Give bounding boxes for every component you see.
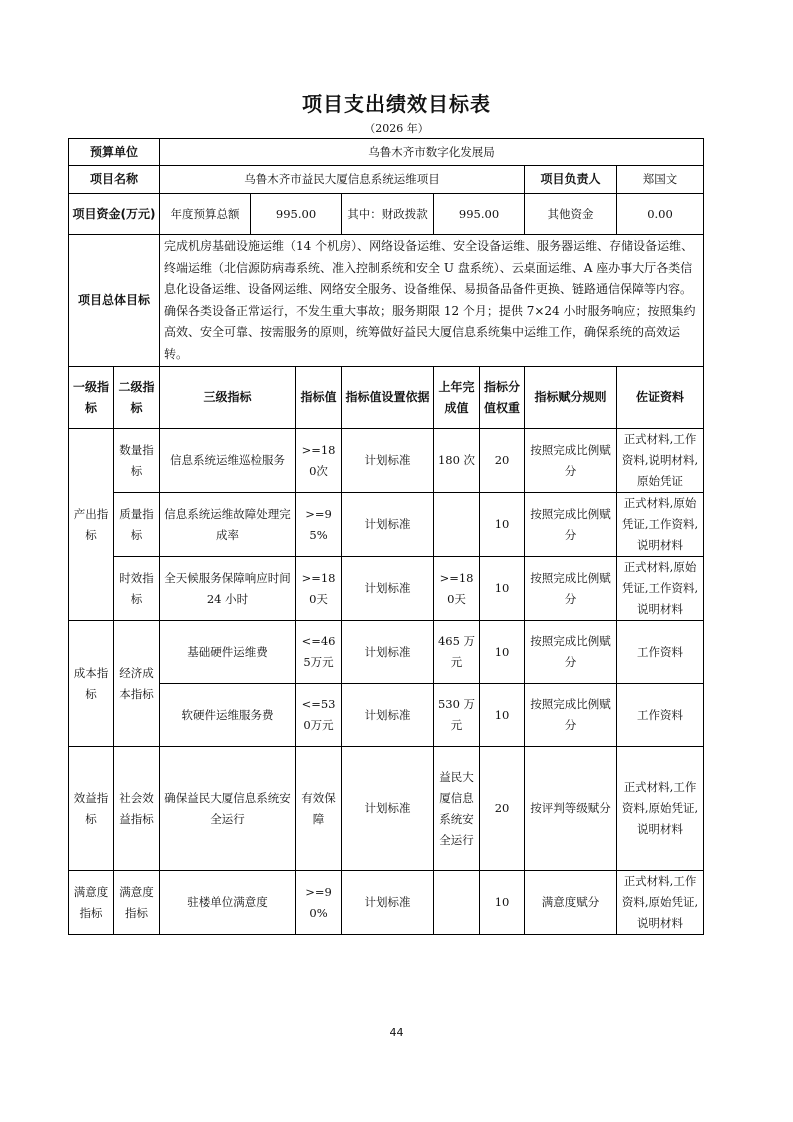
scoring-rule: 按照完成比例赋分	[525, 429, 617, 493]
level3-indicator: 确保益民大厦信息系统安全运行	[160, 747, 296, 871]
indicator-weight: 10	[480, 493, 525, 557]
indicator-weight: 10	[480, 871, 525, 935]
indicator-row	[69, 493, 704, 557]
evidence-materials: 正式材料,工作资料,原始凭证,说明材料	[617, 871, 704, 935]
indicator-row	[69, 557, 704, 621]
level3-indicator: 信息系统运维巡检服务	[160, 429, 296, 493]
indicator-weight: 10	[480, 557, 525, 621]
level2-indicator: 经济成本指标	[114, 621, 160, 747]
header-rule: 指标赋分规则	[525, 367, 617, 429]
indicator-row	[69, 621, 704, 684]
budget-unit-label: 预算单位	[69, 139, 160, 166]
indicator-value: >=95%	[296, 493, 342, 557]
indicator-row	[69, 871, 704, 935]
indicator-value: 有效保障	[296, 747, 342, 871]
last-year-value: 465 万元	[434, 621, 480, 684]
indicator-basis: 计划标准	[342, 557, 434, 621]
header-level3: 三级指标	[160, 367, 296, 429]
indicator-basis: 计划标准	[342, 871, 434, 935]
level1-indicator: 效益指标	[69, 747, 114, 871]
other-funds-label: 其他资金	[525, 194, 617, 235]
indicator-value: <=465万元	[296, 621, 342, 684]
level2-indicator: 质量指标	[114, 493, 160, 557]
indicator-weight: 10	[480, 684, 525, 747]
indicator-row	[69, 429, 704, 493]
level3-indicator: 驻楼单位满意度	[160, 871, 296, 935]
indicator-basis: 计划标准	[342, 493, 434, 557]
project-name-value: 乌鲁木齐市益民大厦信息系统运维项目	[160, 166, 525, 194]
indicator-basis: 计划标准	[342, 429, 434, 493]
indicator-row	[69, 684, 704, 747]
scoring-rule: 按照完成比例赋分	[525, 557, 617, 621]
header-row	[69, 367, 704, 429]
project-owner-label: 项目负责人	[525, 166, 617, 194]
fiscal-funds-value: 995.00	[434, 194, 525, 235]
last-year-value	[434, 493, 480, 557]
funds-label: 项目资金(万元)	[69, 194, 160, 235]
last-year-value: 180 次	[434, 429, 480, 493]
indicator-weight: 10	[480, 621, 525, 684]
indicator-value: >=180次	[296, 429, 342, 493]
fiscal-funds-label: 其中：财政拨款	[342, 194, 434, 235]
level2-indicator: 满意度指标	[114, 871, 160, 935]
evidence-materials: 工作资料	[617, 621, 704, 684]
year-label: （2026 年）	[364, 122, 429, 135]
last-year-value: >=180天	[434, 557, 480, 621]
level2-indicator: 社会效益指标	[114, 747, 160, 871]
header-level1: 一级指标	[69, 367, 114, 429]
level1-indicator: 成本指标	[69, 621, 114, 747]
level2-indicator: 时效指标	[114, 557, 160, 621]
funds-row	[69, 194, 704, 235]
evidence-materials: 正式材料,工作资料,说明材料,原始凭证	[617, 429, 704, 493]
scoring-rule: 按评判等级赋分	[525, 747, 617, 871]
level3-indicator: 信息系统运维故障处理完成率	[160, 493, 296, 557]
last-year-value: 益民大厦信息系统安全运行	[434, 747, 480, 871]
header-basis: 指标值设置依据	[342, 367, 434, 429]
level2-indicator: 数量指标	[114, 429, 160, 493]
header-last-year: 上年完成值	[434, 367, 480, 429]
page-number: 44	[389, 1026, 404, 1039]
last-year-value: 530 万元	[434, 684, 480, 747]
scoring-rule: 满意度赋分	[525, 871, 617, 935]
page-title: 项目支出绩效目标表	[302, 92, 491, 116]
evidence-materials: 正式材料,原始凭证,工作资料,说明材料	[617, 493, 704, 557]
level3-indicator: 软硬件运维服务费	[160, 684, 296, 747]
evidence-materials: 正式材料,原始凭证,工作资料,说明材料	[617, 557, 704, 621]
indicator-basis: 计划标准	[342, 684, 434, 747]
project-name-label: 项目名称	[69, 166, 160, 194]
goal-text: 完成机房基础设施运维（14 个机房）、网络设备运维、安全设备运维、服务器运维、存储设备运维、终端运维（北信源防病毒系统、准入控制系统和安全 U 盘系统）、云桌面运维、A 座办事大厅各类信息化设备运维、设备网运维、网络安全服务、设备维保、易损备品备件更换、链路通信保障等内容。确保各类设备正常运行，不发生重大事故；服务期限 12 个月；提供 7×24 小时服务响应；按照集约高效、安全可靠、按需服务的原则，统筹做好益民大厦信息系统集中运维工作，确保系统的高效运转。	[160, 235, 704, 367]
header-weight: 指标分值权重	[480, 367, 525, 429]
indicator-value: >=180天	[296, 557, 342, 621]
evidence-materials: 正式材料,工作资料,原始凭证,说明材料	[617, 747, 704, 871]
indicator-value: <=530万元	[296, 684, 342, 747]
indicator-basis: 计划标准	[342, 747, 434, 871]
last-year-value	[434, 871, 480, 935]
indicator-basis: 计划标准	[342, 621, 434, 684]
indicator-value: >=90%	[296, 871, 342, 935]
level1-indicator: 满意度指标	[69, 871, 114, 935]
indicator-weight: 20	[480, 747, 525, 871]
other-funds-value: 0.00	[617, 194, 704, 235]
total-budget-value: 995.00	[251, 194, 342, 235]
header-value: 指标值	[296, 367, 342, 429]
scoring-rule: 按照完成比例赋分	[525, 621, 617, 684]
project-row	[69, 166, 704, 194]
header-evidence: 佐证资料	[617, 367, 704, 429]
project-owner-value: 郑国文	[617, 166, 704, 194]
evidence-materials: 工作资料	[617, 684, 704, 747]
total-budget-label: 年度预算总额	[160, 194, 251, 235]
header-level2: 二级指标	[114, 367, 160, 429]
performance-table	[68, 138, 704, 935]
level3-indicator: 全天候服务保障响应时间24 小时	[160, 557, 296, 621]
level1-indicator: 产出指标	[69, 429, 114, 621]
indicator-weight: 20	[480, 429, 525, 493]
indicator-row	[69, 747, 704, 871]
budget-unit-row	[69, 139, 704, 166]
scoring-rule: 按照完成比例赋分	[525, 493, 617, 557]
goal-label: 项目总体目标	[69, 235, 160, 367]
goal-row	[69, 235, 704, 367]
scoring-rule: 按照完成比例赋分	[525, 684, 617, 747]
budget-unit-value: 乌鲁木齐市数字化发展局	[160, 139, 704, 166]
level3-indicator: 基础硬件运维费	[160, 621, 296, 684]
